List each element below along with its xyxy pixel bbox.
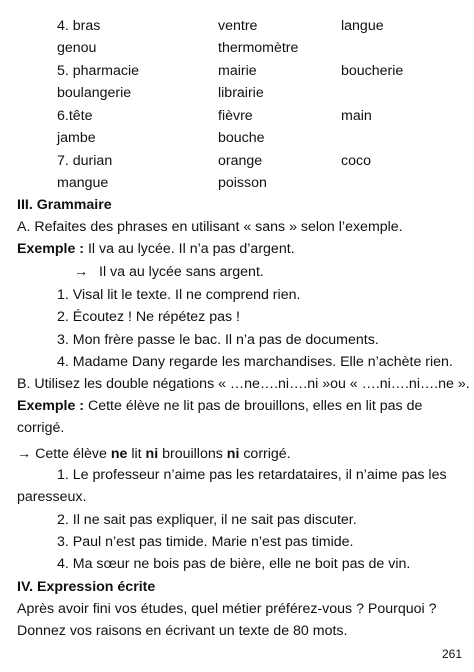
exercise-item: 4. Madame Dany regarde les marchandises. Elle n’achète rien. xyxy=(57,354,453,370)
vocab-cell: 4. bras xyxy=(57,18,101,34)
exercise-item-continued: paresseux. xyxy=(17,489,87,505)
vocab-cell: boulangerie xyxy=(57,85,132,101)
example-b-continued: corrigé. xyxy=(17,420,65,436)
vocab-cell: mangue xyxy=(57,175,109,191)
vocab-cell: 6.tête xyxy=(57,108,93,124)
exercise-item: 2. Écoutez ! Ne répétez pas ! xyxy=(57,309,240,325)
vocab-cell: ventre xyxy=(218,18,258,34)
answer-text: lit xyxy=(127,446,146,462)
answer-bold: ne xyxy=(110,446,128,462)
writing-prompt: Après avoir fini vos études, quel métier préférez-vous ? Pourquoi ? xyxy=(17,601,437,617)
exercise-item: 3. Mon frère passe le bac. Il n’a pas de documents. xyxy=(57,332,379,348)
exercise-item: 1. Le professeur n’aime pas les retardataires, il n’aime pas les xyxy=(57,467,447,483)
vocab-cell: main xyxy=(341,108,372,124)
section-title-expression: IV. Expression écrite xyxy=(17,579,156,595)
example-text: Il va au lycée. Il n’a pas d’argent. xyxy=(84,241,295,257)
exercise-item: 2. Il ne sait pas expliquer, il ne sait pas discuter. xyxy=(57,512,357,528)
vocab-cell: bouche xyxy=(218,130,265,146)
writing-prompt: Donnez vos raisons en écrivant un texte de 80 mots. xyxy=(17,623,348,639)
example-a xyxy=(17,238,295,260)
vocab-cell: poisson xyxy=(218,175,267,191)
vocab-cell: genou xyxy=(57,40,97,56)
vocab-cell: mairie xyxy=(218,63,257,79)
answer-bold: ni xyxy=(145,446,159,462)
vocab-cell: 7. durian xyxy=(57,153,113,169)
section-title-grammaire: III. Grammaire xyxy=(17,197,112,213)
vocab-cell: thermomètre xyxy=(218,40,299,56)
answer-bold: ni xyxy=(226,446,240,462)
example-answer: Il va au lycée sans argent. xyxy=(99,264,264,280)
exercise-item: 1. Visal lit le texte. Il ne comprend rien. xyxy=(57,287,301,303)
example-b xyxy=(17,395,422,417)
page-number: 261 xyxy=(441,647,462,661)
vocab-cell: fièvre xyxy=(218,108,253,124)
example-text: Cette élève ne lit pas de brouillons, elles en lit pas de xyxy=(84,398,423,414)
vocab-cell: jambe xyxy=(57,130,96,146)
example-b-answer xyxy=(17,443,291,465)
vocab-cell: boucherie xyxy=(341,63,404,79)
vocab-cell: coco xyxy=(341,153,371,169)
example-label: Exemple : xyxy=(17,241,85,257)
answer-text: Cette élève xyxy=(31,446,111,462)
instruction-a: A. Refaites des phrases en utilisant « sans » selon l’exemple. xyxy=(17,219,403,235)
arrow-icon: → xyxy=(17,446,32,462)
vocab-cell: librairie xyxy=(218,85,264,101)
vocab-cell: 5. pharmacie xyxy=(57,63,140,79)
exercise-item: 3. Paul n’est pas timide. Marie n’est pas timide. xyxy=(57,534,354,550)
vocab-cell: langue xyxy=(341,18,384,34)
answer-text: brouillons xyxy=(158,446,227,462)
exercise-item: 4. Ma sœur ne bois pas de bière, elle ne boit pas de vin. xyxy=(57,556,411,572)
example-label: Exemple : xyxy=(17,398,85,414)
arrow-icon: → xyxy=(74,264,89,280)
vocab-cell: orange xyxy=(218,153,263,169)
answer-text: corrigé. xyxy=(239,446,291,462)
instruction-b: B. Utilisez les double négations « …ne….ni….ni »ou « ….ni….ni….ne ». xyxy=(17,376,470,392)
